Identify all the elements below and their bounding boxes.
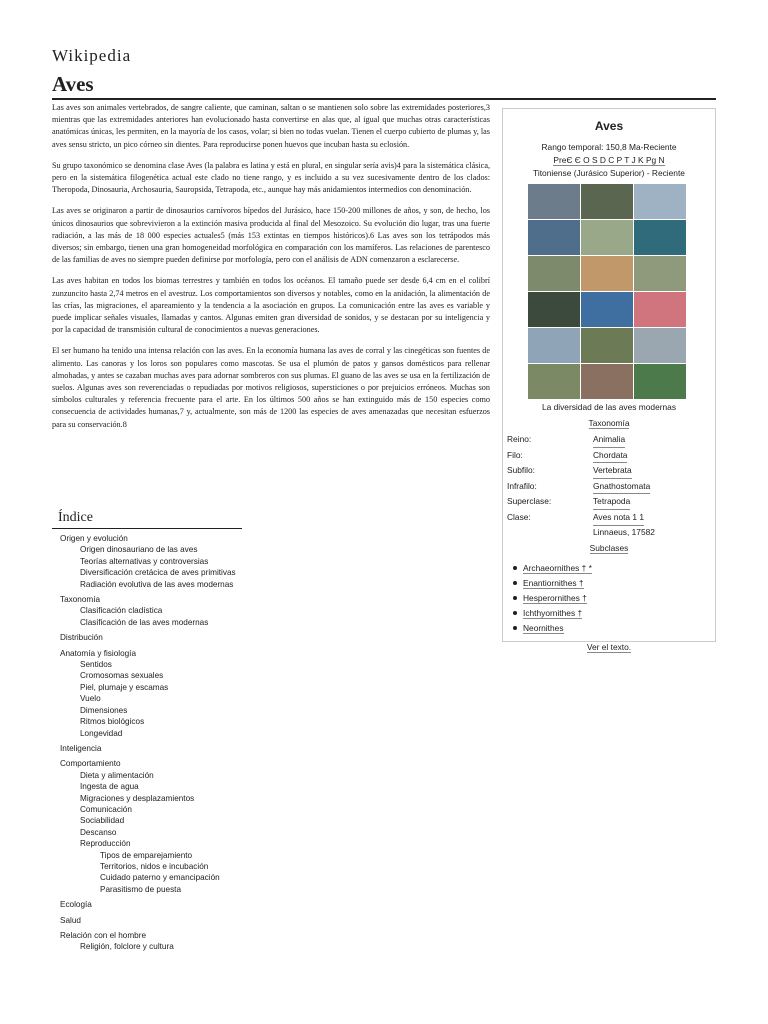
bird-photo[interactable] [634, 256, 686, 291]
toc-item[interactable]: Cromosomas sexuales [80, 671, 164, 681]
bird-photo[interactable] [634, 364, 686, 399]
paragraph: Las aves son animales vertebrados, de sangre caliente, que caminan, saltan o se mantienen solo sobre las extremidades posteriores,3 mientras que las extremidades anteriores han evolucionado hasta convertirse en alas que, al igual que muchas otras características anatómicas únicas, les permiten, en la mayoría de los casos, volar; si bien no todas vuelan. Tienen el cuerpo cubierto de plumas y, las aves sensu stricto, un pico córneo sin dientes. Para reproducirse ponen huevos que incuban hasta su eclosión. [52, 103, 490, 149]
bird-photo[interactable] [581, 256, 633, 291]
bullet-icon [513, 626, 517, 630]
bird-photo[interactable] [528, 220, 580, 255]
bird-photo[interactable] [581, 364, 633, 399]
stage-range: Titoniense (Jurásico Superior) - Reciente [533, 168, 685, 178]
subclasses-heading [503, 542, 715, 555]
bird-photo[interactable] [634, 328, 686, 363]
toc-item[interactable]: Longevidad [80, 728, 123, 738]
taxonomy-row [507, 479, 715, 495]
subclass-list [511, 561, 715, 637]
toc-item[interactable]: Comunicación [80, 804, 132, 814]
toc-item[interactable]: Ritmos biológicos [80, 717, 145, 727]
article-body [52, 102, 490, 440]
taxonomy-rank: Superclase: [507, 496, 552, 507]
taxonomy-value[interactable]: Gnathostomata [593, 479, 650, 495]
toc-item[interactable]: Piel, plumaje y escamas [80, 682, 169, 692]
toc-item[interactable]: Diversificación cretácica de aves primitivas [80, 568, 236, 578]
toc-item[interactable]: Cuidado paterno y emancipación [100, 873, 220, 883]
bird-photo[interactable] [581, 184, 633, 219]
toc-item[interactable]: Parasitismo de puesta [100, 884, 182, 894]
infobox-title: Aves [594, 119, 624, 133]
taxonomy-value[interactable]: Aves nota 1 1 [593, 510, 644, 526]
toc-item[interactable]: Clasificación cladística [80, 606, 163, 616]
taxonomy-rank: Clase: [507, 511, 531, 522]
bird-photo-collage[interactable] [528, 184, 715, 399]
bullet-icon [513, 566, 517, 570]
subclasses-link[interactable]: Subclases [589, 542, 629, 553]
toc-item[interactable]: Origen dinosauriano de las aves [80, 545, 198, 555]
bird-photo[interactable] [634, 184, 686, 219]
taxonomy-rank: Subfilo: [507, 465, 535, 476]
toc-item[interactable]: Tipos de emparejamiento [100, 850, 193, 860]
taxonomy-rank: Reino: [507, 434, 532, 444]
taxonomy-link[interactable]: Taxonomía [588, 418, 630, 428]
taxonomy-table [503, 432, 715, 526]
title-divider [52, 98, 716, 100]
taxonomy-rank: Infrafilo: [507, 480, 537, 491]
subclass-link[interactable]: Ichthyornithes † [523, 608, 583, 619]
subclass-link[interactable]: Neornithes [523, 623, 564, 634]
bullet-icon [513, 611, 517, 615]
taxonomy-value[interactable]: Chordata [593, 448, 627, 464]
bird-photo[interactable] [581, 328, 633, 363]
infobox [502, 108, 716, 652]
bullet-icon [513, 581, 517, 585]
subclass-item [511, 621, 715, 636]
bird-photo[interactable] [581, 292, 633, 327]
paragraph: Su grupo taxonómico se denomina clase Aves (la palabra es latina y está en plural, en singular sería avis)4 para la sistemática clásica, pero en la sistemática filogenética actual este clado no tiene rango, y es incluido a su vez sucesivamente dentro de los clados: Theropoda, Dinosauria, Archosauria, Sauropsida, Tetrapoda, etc., aunque hay más anidamientos intermedios con denominación. [52, 160, 490, 195]
bird-photo[interactable] [528, 256, 580, 291]
toc-item[interactable]: Dimensiones [80, 705, 128, 715]
toc-item[interactable]: Radiación evolutiva de las aves modernas [80, 579, 234, 589]
toc-list [52, 533, 242, 953]
toc-item[interactable]: Sociabilidad [80, 816, 125, 826]
bullet-icon [513, 596, 517, 600]
toc-item[interactable]: Ecología [60, 900, 92, 910]
toc-item[interactable]: Migraciones y desplazamientos [80, 793, 195, 803]
table-of-contents [52, 510, 242, 953]
taxonomy-row [507, 432, 715, 448]
taxonomy-row [507, 463, 715, 479]
toc-item[interactable]: Descanso [80, 827, 117, 837]
toc-heading: Índice [58, 510, 93, 525]
toc-item[interactable]: Dieta y alimentación [80, 770, 154, 780]
taxonomy-row [507, 494, 715, 510]
toc-item[interactable]: Relación con el hombre [60, 931, 147, 940]
paragraph: El ser humano ha tenido una intensa relación con las aves. En la economía humana las aves de corral y las cinegéticas son fuentes de alimento. Las canoras y los loros son populares como mascotas. Se usa el plumón de patos y gansos domésticos para rellenar almohadas, y antes se cazaban muchas aves para adornar sombreros con sus plumas. El guano de las aves se usa en la fertilización de suelos. Algunas aves son reverenciadas o repudiadas por motivos religiosos, supersticiones o por prejuicios erróneos. Muchas son símbolos culturales y referencia frecuente para el arte. En los últimos 500 años se han extinguido más de 150 especies como consecuencia de actividades humanas,7 y, actualmente, son más de 1200 las especies de aves amenazadas que necesitan esfuerzos para su conservación.8 [52, 346, 490, 429]
subclass-item [511, 591, 715, 606]
toc-item[interactable]: Comportamiento [60, 759, 121, 769]
authority: Linnaeus, 17582 [593, 526, 655, 537]
toc-item[interactable]: Ingesta de agua [80, 782, 139, 792]
subclass-link[interactable]: Archaeornithes † * [523, 562, 592, 573]
subclass-item [511, 606, 715, 621]
toc-item[interactable]: Taxonomía [60, 595, 101, 605]
subclass-item [511, 576, 715, 591]
image-caption: La diversidad de las aves modernas [541, 402, 677, 412]
bird-photo[interactable] [528, 328, 580, 363]
toc-item[interactable]: Salud [60, 915, 81, 925]
toc-item[interactable]: Territorios, nidos e incubación [100, 861, 209, 871]
taxonomy-rank: Filo: [507, 449, 523, 460]
bird-photo[interactable] [634, 292, 686, 327]
paragraph: Las aves se originaron a partir de dinosaurios carnívoros bípedos del Jurásico, hace 150-200 millones de años, y son, de hecho, los únicos dinosaurios que sobrevivieron a la extinción masiva producida al final del Mesozoico. Su evolución dio lugar, tras una fuerte radiación, a las más de 18 000 especies actuales5 (más 153 extintas en tiempos históricos).6 Las aves son los tetrápodos más diversos; sin embargo, tienen una gran homogeneidad morfológica en comparación con los mamíferos. Las relaciones de parentesco de las familias de aves no siempre pueden definirse por morfología, pero con el análisis de ADN comenzaron a esclarecerse. [52, 206, 490, 265]
bird-photo[interactable] [528, 292, 580, 327]
subclass-link[interactable]: Enantiornithes † [523, 577, 584, 588]
subclass-link[interactable]: Hesperornithes † [523, 592, 587, 603]
taxonomy-heading [503, 417, 715, 430]
toc-item[interactable]: Vuelo [80, 694, 101, 704]
taxonomy-value[interactable]: Animalia [593, 432, 625, 448]
period-bar[interactable] [503, 154, 715, 167]
toc-item[interactable]: Origen y evolución [60, 534, 128, 543]
bird-photo[interactable] [528, 184, 580, 219]
toc-item[interactable]: Religión, folclore y cultura [80, 942, 174, 952]
toc-item[interactable]: Inteligencia [60, 743, 102, 753]
page-title: Aves [52, 72, 94, 96]
bird-photo[interactable] [634, 220, 686, 255]
toc-item[interactable]: Sentidos [80, 660, 112, 670]
subclass-item [511, 561, 715, 576]
taxonomy-value[interactable]: Vertebrata [593, 463, 632, 479]
bird-photo[interactable] [528, 364, 580, 399]
taxonomy-row [507, 448, 715, 464]
toc-divider [52, 528, 242, 529]
bird-photo[interactable] [581, 220, 633, 255]
toc-item[interactable]: Reproducción [80, 839, 131, 849]
toc-item[interactable]: Anatomía y fisiología [60, 648, 137, 658]
toc-item[interactable]: Teorías alternativas y controversias [80, 556, 209, 566]
period-labels: PreЄ Є O S D C P T J K Pg N [553, 155, 665, 165]
temporal-range: Rango temporal: 150,8 Ma-Reciente [541, 142, 677, 152]
see-text-label[interactable]: Ver el texto. [586, 641, 632, 652]
see-text-link[interactable] [503, 641, 715, 654]
wikipedia-wordmark: Wikipedia [52, 46, 132, 65]
toc-item[interactable]: Distribución [60, 633, 103, 643]
toc-item[interactable]: Clasificación de las aves modernas [80, 617, 209, 627]
paragraph: Las aves habitan en todos los biomas terrestres y también en todos los océanos. El tamaño puede ser desde 6,4 cm en el colibrí zunzuncito hasta 2,74 metros en el avestruz. Los comportamientos son diversos y notables, como en la anidación, la alimentación de las crías, las migraciones, el apareamiento y la tendencia a la asociación en grupos. La comunicación entre las aves es variable y puede implicar señales visuales, llamadas y cantos. Algunas emiten gran diversidad de sonidos, y se destacan por su inteligencia y por la capacidad de transmisión cultural de conocimientos a nuevas generaciones. [52, 276, 490, 335]
taxonomy-row [507, 510, 715, 526]
taxonomy-value[interactable]: Tetrapoda [593, 494, 630, 510]
